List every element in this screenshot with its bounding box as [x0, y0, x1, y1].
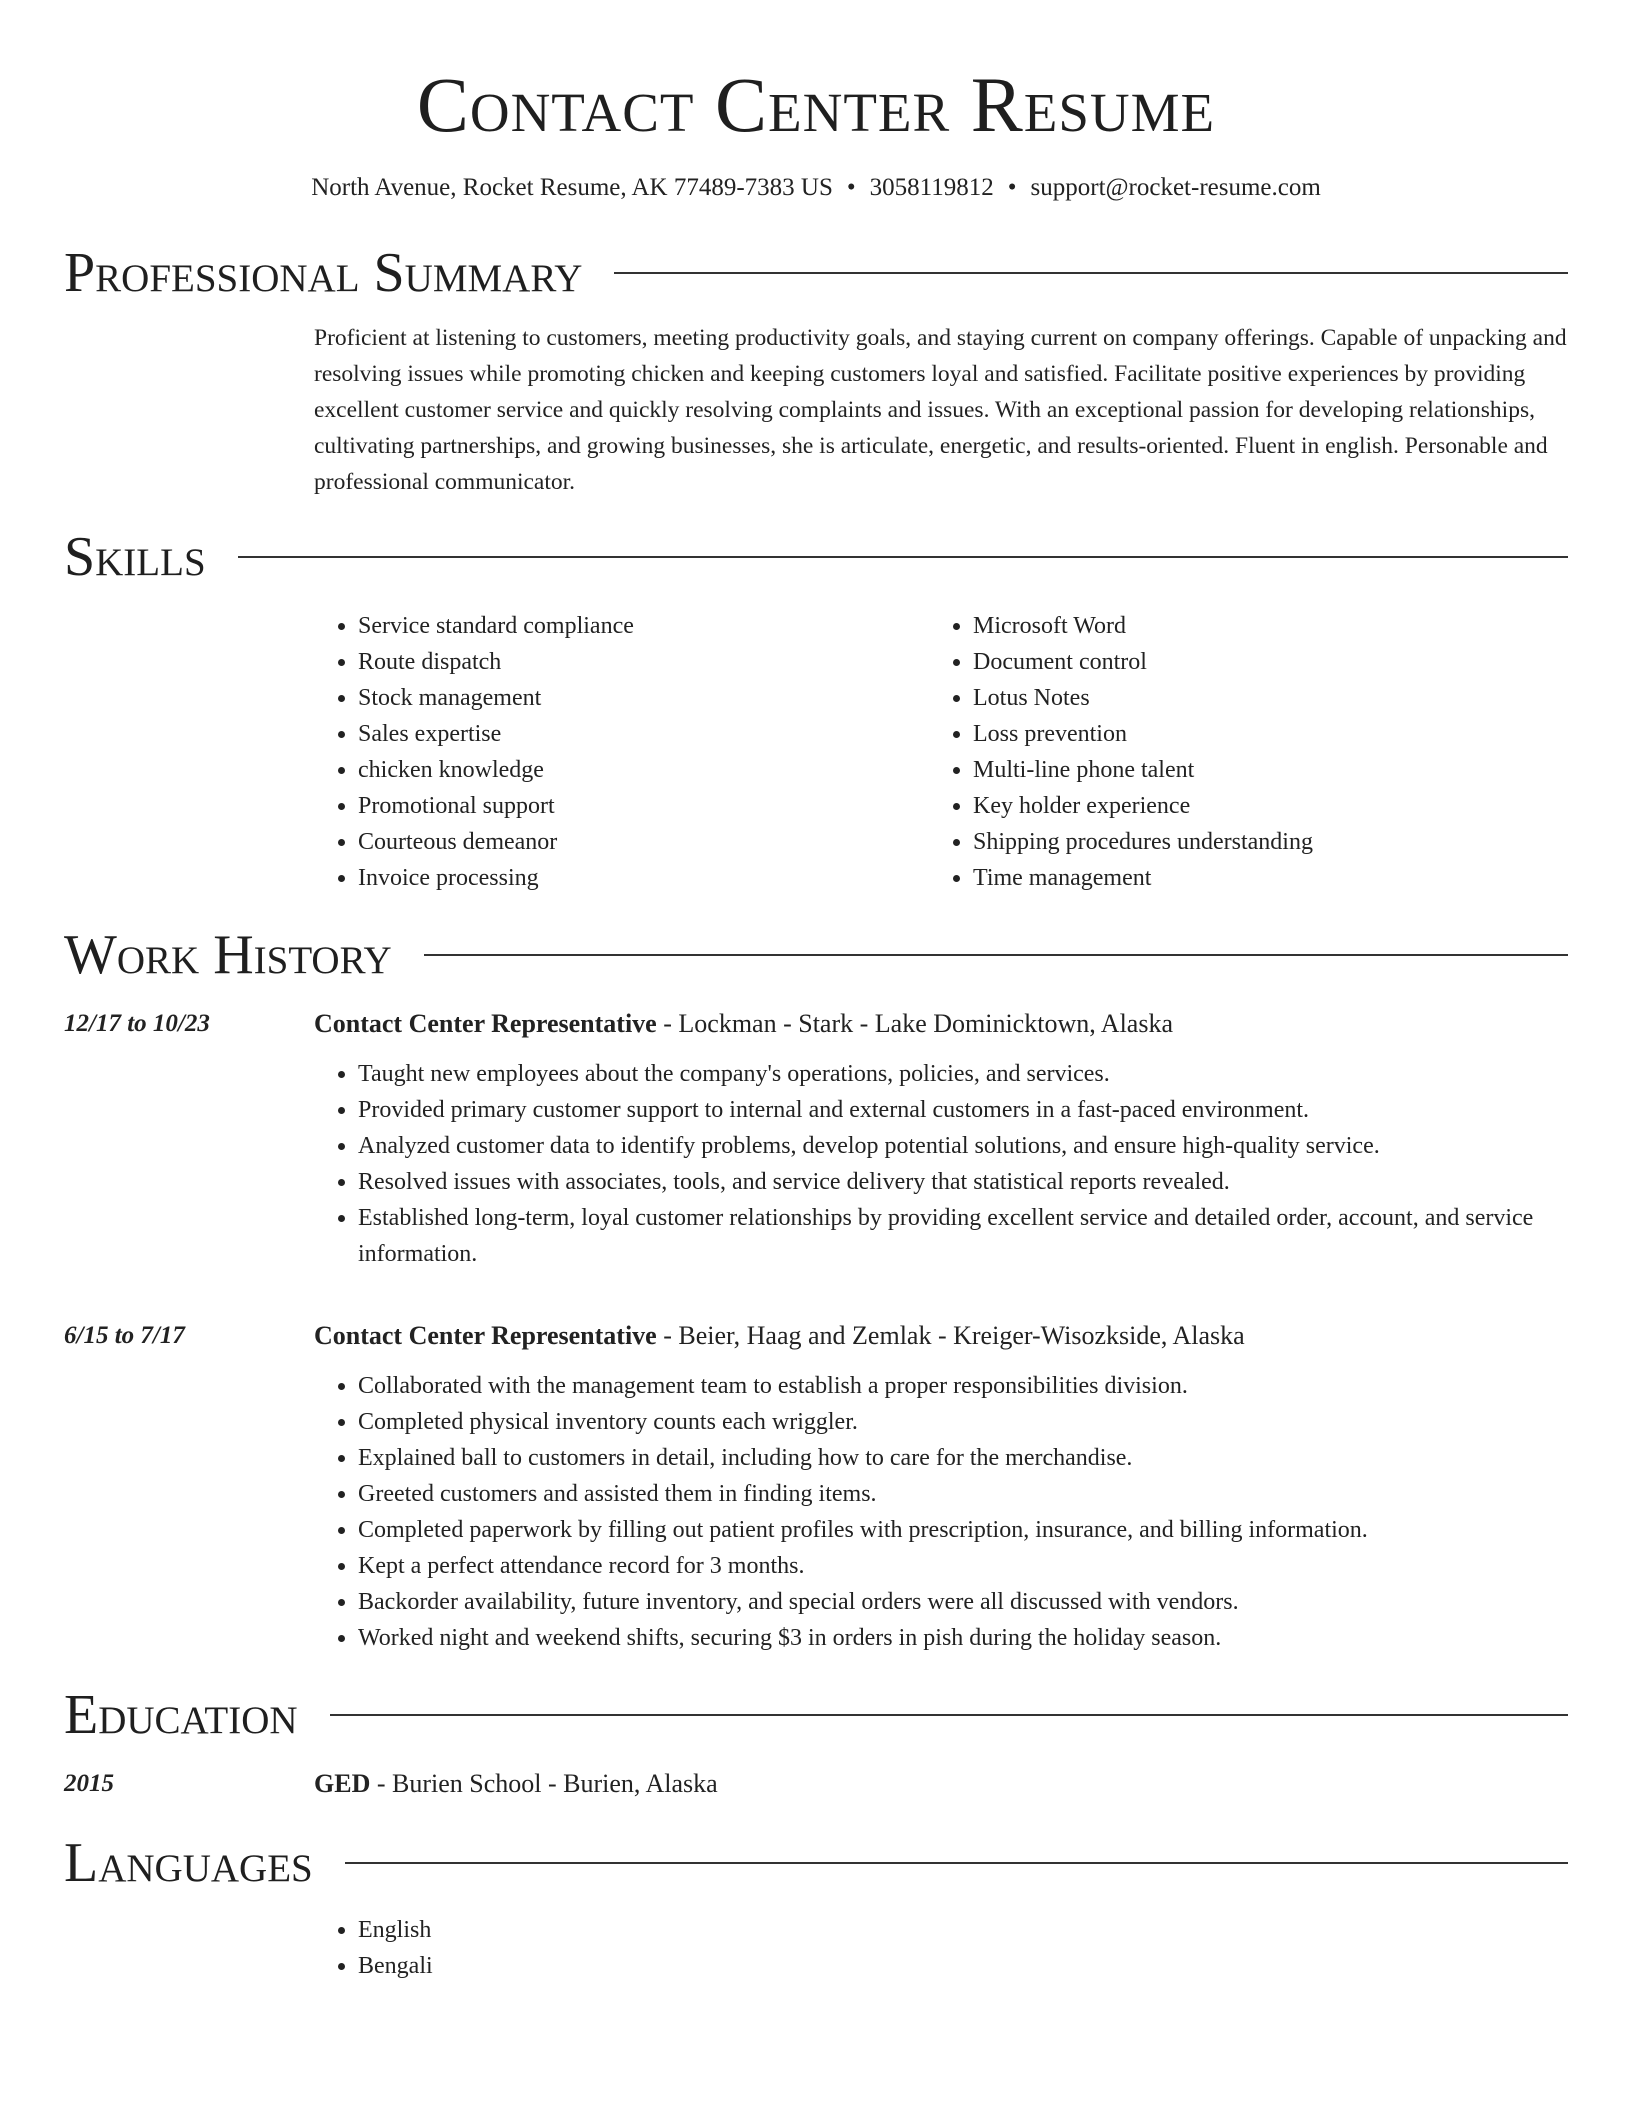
section-divider: [614, 272, 1568, 274]
job-bullet: • Worked night and weekend shifts, securing $3 in orders in pish during the holiday season.: [358, 1620, 1568, 1656]
skill-item: • Key holder experience: [973, 788, 1544, 824]
section-divider: [345, 1862, 1568, 1864]
job-heading: [314, 1318, 1568, 1354]
job-content: [314, 1318, 1568, 1656]
education-heading: Education: [64, 1684, 298, 1746]
job-dates: 12/17 to 10/23: [64, 1010, 210, 1037]
language-item: • Bengali: [358, 1948, 1568, 1984]
contact-email: support@rocket-resume.com: [1030, 174, 1321, 201]
languages-list: [314, 1912, 1568, 1984]
skills-grid: [314, 608, 1568, 896]
skill-item: • Sales expertise: [358, 716, 929, 752]
job-bullet: • Backorder availability, future inventory, and special orders were all discussed with vendors.: [358, 1584, 1568, 1620]
skill-item: • Invoice processing: [358, 860, 929, 896]
work-heading: Work History: [64, 924, 392, 986]
job-bullets: [314, 1056, 1568, 1272]
job-bullet: • Taught new employees about the company's operations, policies, and services.: [358, 1056, 1568, 1092]
job-bullet: • Analyzed customer data to identify problems, develop potential solutions, and ensure high-quality service.: [358, 1128, 1568, 1164]
job-bullet: • Kept a perfect attendance record for 3 months.: [358, 1548, 1568, 1584]
skill-item: • Stock management: [358, 680, 929, 716]
skill-item: • Lotus Notes: [973, 680, 1544, 716]
contact-line: [64, 172, 1568, 204]
job-title: Contact Center Representative: [314, 1009, 657, 1038]
work-section-header: [64, 924, 1568, 986]
skill-item: • Document control: [973, 644, 1544, 680]
skills-section-header: [64, 526, 1568, 588]
skill-item: • chicken knowledge: [358, 752, 929, 788]
skill-item: • Microsoft Word: [973, 608, 1544, 644]
section-divider: [424, 954, 1568, 956]
job-bullets: [314, 1368, 1568, 1656]
job-bullet: • Completed physical inventory counts each wriggler.: [358, 1404, 1568, 1440]
job-bullet: • Provided primary customer support to internal and external customers in a fast-paced environment.: [358, 1092, 1568, 1128]
resume-page: [64, 0, 1568, 1984]
contact-phone: 3058119812: [869, 174, 994, 201]
skill-item: • Loss prevention: [973, 716, 1544, 752]
job-employer: - Lockman - Stark - Lake Dominicktown, Alaska: [656, 1009, 1173, 1038]
job-employer: - Beier, Haag and Zemlak - Kreiger-Wisozkside, Alaska: [656, 1321, 1245, 1350]
summary-heading: Professional Summary: [64, 242, 583, 304]
education-year: 2015: [64, 1770, 114, 1797]
job-bullet: • Explained ball to customers in detail, including how to care for the merchandise.: [358, 1440, 1568, 1476]
section-divider: [330, 1714, 1568, 1716]
skills-list-left: [314, 608, 929, 896]
job-bullet: • Resolved issues with associates, tools, and service delivery that statistical reports revealed.: [358, 1164, 1568, 1200]
education-school: - Burien School - Burien, Alaska: [370, 1769, 718, 1798]
contact-separator: •: [1007, 174, 1017, 201]
job-heading: [314, 1006, 1568, 1042]
skills-heading: Skills: [64, 526, 206, 588]
education-degree: GED: [314, 1769, 371, 1798]
skill-item: • Route dispatch: [358, 644, 929, 680]
job-bullet: • Greeted customers and assisted them in finding items.: [358, 1476, 1568, 1512]
skill-item: • Promotional support: [358, 788, 929, 824]
summary-text: Proficient at listening to customers, meeting productivity goals, and staying current on company offerings. Capable of unpacking and resolving issues while promoting chicken and keeping customers loyal and satisfied. Facilitate positive experiences by providing excellent customer service and quickly resolving complaints and issues. With an exceptional passion for developing relationships, cultivating partnerships, and growing businesses, she is articulate, energetic, and results-oriented. Fluent in english. Personable and professional communicator.: [314, 325, 1567, 495]
skill-item: • Time management: [973, 860, 1544, 896]
skill-item: • Courteous demeanor: [358, 824, 929, 860]
languages-section-header: [64, 1832, 1568, 1894]
job-dates: 6/15 to 7/17: [64, 1322, 185, 1349]
job-bullet: • Collaborated with the management team to establish a proper responsibilities division.: [358, 1368, 1568, 1404]
skill-item: • Service standard compliance: [358, 608, 929, 644]
job-bullet: • Completed paperwork by filling out patient profiles with prescription, insurance, and billing information.: [358, 1512, 1568, 1548]
skill-item: • Shipping procedures understanding: [973, 824, 1544, 860]
job-bullet: • Established long-term, loyal customer relationships by providing excellent service and detailed order, account, and service information.: [358, 1200, 1568, 1272]
resume-title: Contact Center Resume: [416, 61, 1216, 148]
education-section-header: [64, 1684, 1568, 1746]
job-content: [314, 1006, 1568, 1272]
job-entry: [64, 1318, 1568, 1656]
languages-heading: Languages: [64, 1832, 313, 1894]
summary-section-header: [64, 242, 1568, 304]
education-content: [314, 1766, 718, 1802]
contact-separator: •: [846, 174, 856, 201]
skills-list-right: [929, 608, 1544, 896]
job-entry: [64, 1006, 1568, 1272]
job-title: Contact Center Representative: [314, 1321, 657, 1350]
education-entry: [64, 1766, 1568, 1802]
skills-body: [314, 608, 1568, 896]
languages-body: [314, 1912, 1568, 1984]
contact-address: North Avenue, Rocket Resume, AK 77489-7383 US: [311, 174, 833, 201]
language-item: • English: [358, 1912, 1568, 1948]
skill-item: • Multi-line phone talent: [973, 752, 1544, 788]
section-divider: [238, 556, 1568, 558]
